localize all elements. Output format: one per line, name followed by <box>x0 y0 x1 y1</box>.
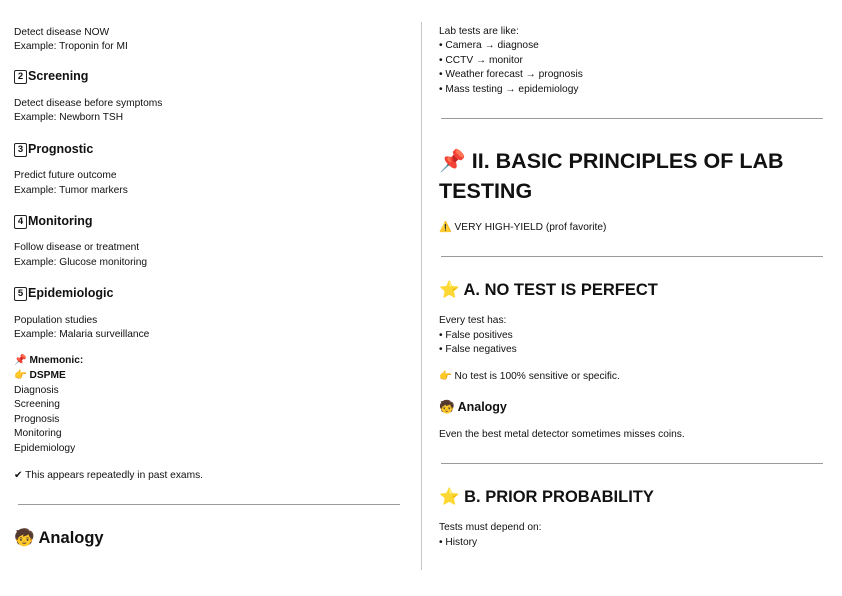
section-title: 📌 II. BASIC PRINCIPLES OF LAB TESTING <box>439 149 784 203</box>
a-analogy-text: Even the best metal detector sometimes misses coins. <box>439 429 685 440</box>
mnemonic-item: Epidemiology <box>14 443 76 454</box>
epidemiologic-line-1: Population studies <box>14 315 98 326</box>
lab-item: • CCTV → monitor <box>439 55 523 66</box>
a-analogy-heading: 🧒 Analogy <box>439 400 507 414</box>
heading-screening <box>14 68 88 84</box>
a-item: • False positives <box>439 330 513 341</box>
epidemiologic-line-2: Example: Malaria surveillance <box>14 329 150 340</box>
monitoring-line-1: Follow disease or treatment <box>14 242 140 253</box>
horizontal-rule <box>441 256 823 257</box>
subsection-a-title: ⭐ A. NO TEST IS PERFECT <box>439 281 658 299</box>
high-yield-warning: ⚠️ VERY HIGH-YIELD (prof favorite) <box>439 222 607 233</box>
lab-item: • Camera → diagnose <box>439 40 539 51</box>
lab-item: • Weather forecast → prognosis <box>439 69 583 80</box>
subsection-b-title: ⭐ B. PRIOR PROBABILITY <box>439 488 654 506</box>
heading-monitoring <box>14 213 93 229</box>
exam-note: ✔ This appears repeatedly in past exams. <box>14 470 203 481</box>
intro-line-1: Detect disease NOW <box>14 27 110 38</box>
horizontal-rule <box>18 504 400 505</box>
heading-screening-text: Screening <box>28 69 89 83</box>
horizontal-rule <box>441 463 823 464</box>
a-item: • False negatives <box>439 344 517 355</box>
a-intro: Every test has: <box>439 315 507 326</box>
mnemonic-label: 📌 Mnemonic: <box>14 355 84 366</box>
prognostic-line-1: Predict future outcome <box>14 170 117 181</box>
screening-line-1: Detect disease before symptoms <box>14 98 163 109</box>
lab-item: • Mass testing → epidemiology <box>439 84 579 95</box>
monitoring-line-2: Example: Glucose monitoring <box>14 257 148 268</box>
heading-monitoring-text: Monitoring <box>28 214 93 228</box>
a-note: 👉 No test is 100% sensitive or specific. <box>439 371 620 382</box>
column-divider <box>421 22 422 570</box>
intro-line-2: Example: Troponin for MI <box>14 41 128 52</box>
mnemonic-item: Diagnosis <box>14 385 59 396</box>
horizontal-rule <box>441 118 823 119</box>
mnemonic-item: Monitoring <box>14 428 62 439</box>
heading-prognostic <box>14 141 93 157</box>
screening-line-2: Example: Newborn TSH <box>14 112 124 123</box>
keycap-3-icon: 3 <box>14 143 27 157</box>
mnemonic-item: Screening <box>14 399 60 410</box>
keycap-4-icon: 4 <box>14 215 27 229</box>
analogy-heading: 🧒 Analogy <box>14 529 104 547</box>
lab-intro: Lab tests are like: <box>439 26 519 37</box>
mnemonic-item: Prognosis <box>14 414 60 425</box>
heading-prognostic-text: Prognostic <box>28 142 94 156</box>
b-item: • History <box>439 537 478 548</box>
prognostic-line-2: Example: Tumor markers <box>14 185 128 196</box>
keycap-5-icon: 5 <box>14 287 27 301</box>
b-intro: Tests must depend on: <box>439 522 542 533</box>
mnemonic-key: 👉 DSPME <box>14 370 66 381</box>
keycap-2-icon: 2 <box>14 70 27 84</box>
heading-epidemiologic-text: Epidemiologic <box>28 286 114 300</box>
heading-epidemiologic <box>14 285 113 301</box>
